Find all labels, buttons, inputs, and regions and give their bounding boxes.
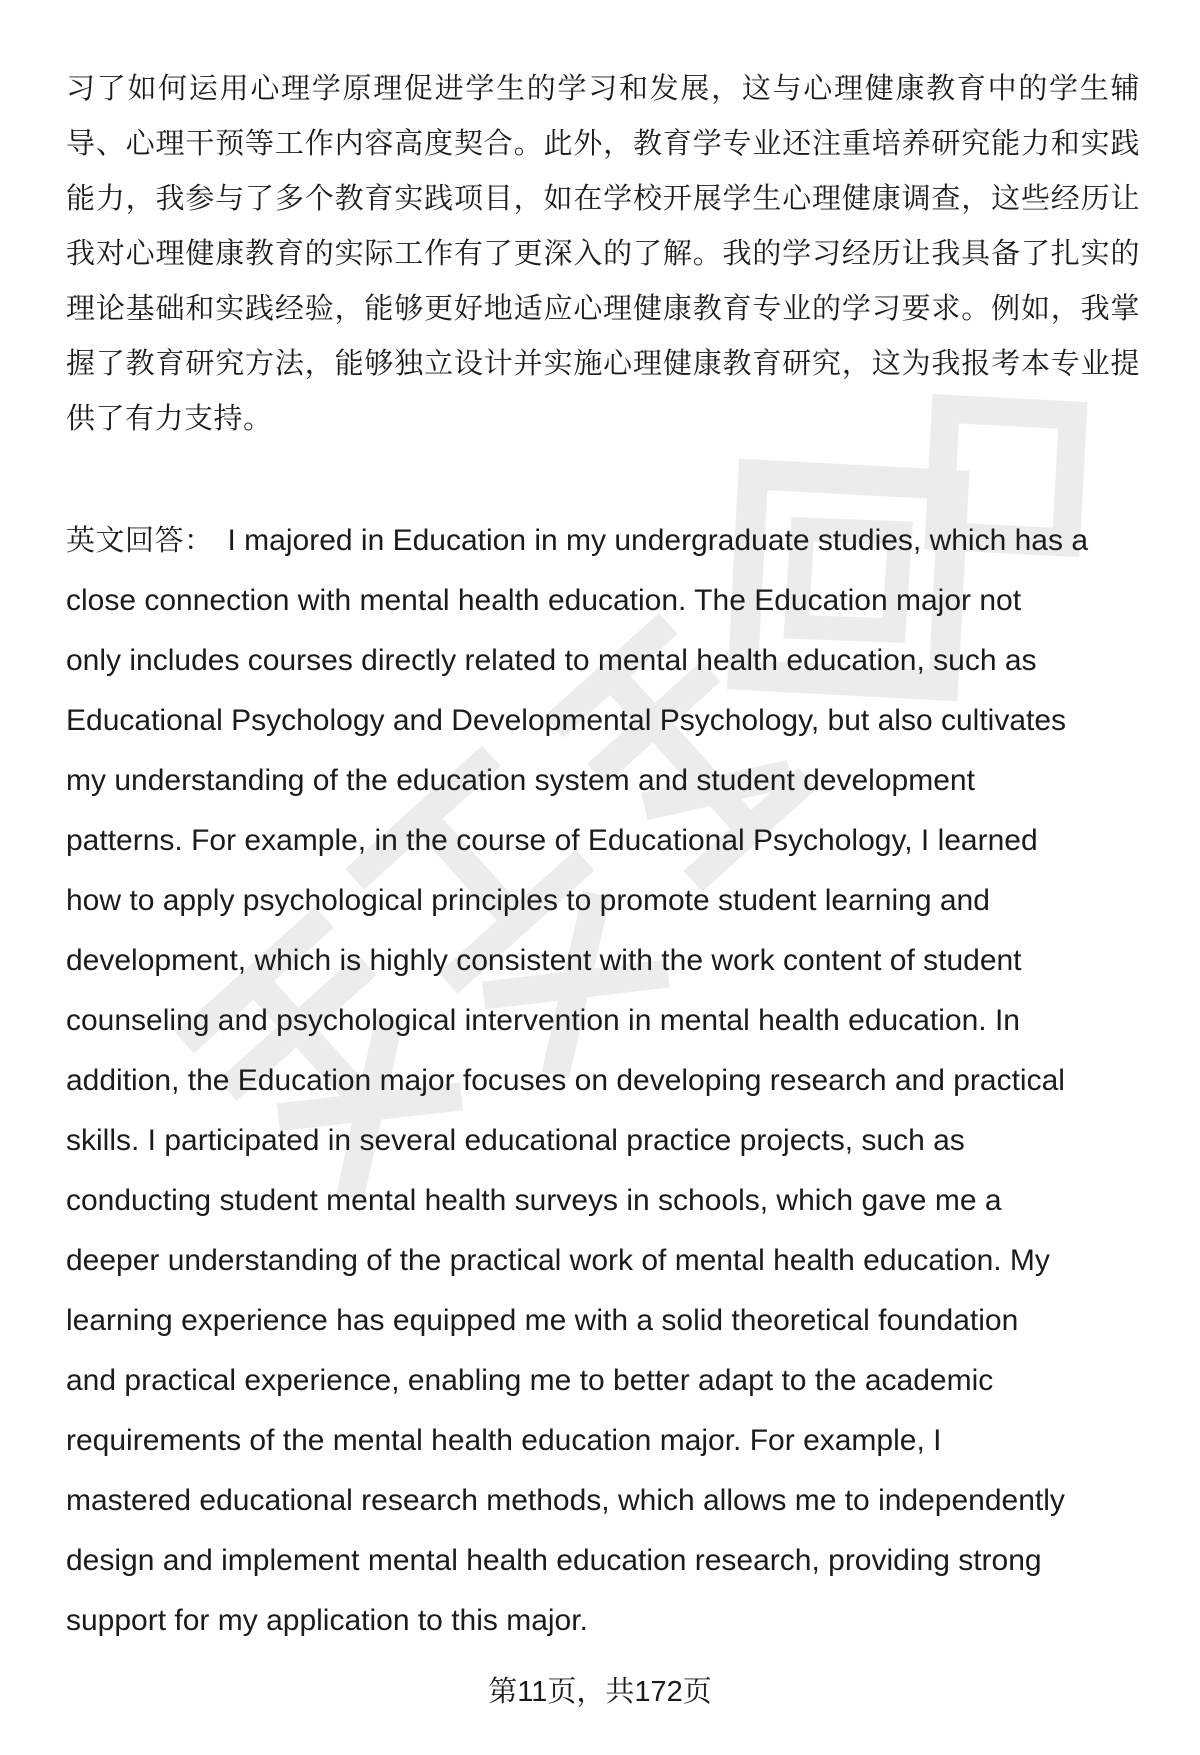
text-line: 能力，我参与了多个教育实践项目，如在学校开展学生心理健康调查，这些经历让 — [66, 183, 1140, 215]
english-first-line — [66, 511, 1140, 571]
text-line: and practical experience, enabling me to better adapt to the academic — [66, 1364, 994, 1397]
text-line: counseling and psychological intervention in mental health education. In — [66, 1004, 1020, 1037]
text-line: 握了教育研究方法，能够独立设计并实施心理健康教育研究，这为我报考本专业提 — [66, 348, 1140, 380]
text-line: only includes courses directly related to mental health education, such as — [66, 644, 1037, 677]
english-first-line-text: I majored in Education in my undergraduate studies, which has a — [227, 524, 1089, 557]
english-answer-label: 英文回答： — [66, 525, 214, 557]
text-line: 导、心理干预等工作内容高度契合。此外，教育学专业还注重培养研究能力和实践 — [66, 128, 1140, 160]
text-line: 我对心理健康教育的实际工作有了更深入的了解。我的学习经历让我具备了扎实的 — [66, 238, 1140, 270]
text-line: skills. I participated in several educational practice projects, such as — [66, 1124, 965, 1157]
chinese-paragraph — [66, 62, 1140, 447]
text-line: 习了如何运用心理学原理促进学生的学习和发展，这与心理健康教育中的学生辅 — [66, 73, 1140, 105]
text-line: requirements of the mental health education major. For example, I — [66, 1424, 942, 1457]
text-line: deeper understanding of the practical work of mental health education. My — [66, 1244, 1050, 1277]
text-line: conducting student mental health surveys in schools, which gave me a — [66, 1184, 1002, 1217]
english-paragraph — [66, 511, 1140, 1651]
text-line: learning experience has equipped me with a solid theoretical foundation — [66, 1304, 1019, 1337]
text-line: development, which is highly consistent with the work content of student — [66, 944, 1022, 977]
page-footer — [0, 1672, 1200, 1712]
text-line: 理论基础和实践经验，能够更好地适应心理健康教育专业的学习要求。例如，我掌 — [66, 293, 1140, 325]
text-line: Educational Psychology and Developmental Psychology, but also cultivates — [66, 704, 1067, 737]
text-line: close connection with mental health education. The Education major not — [66, 584, 1022, 617]
english-paragraph-lines — [66, 571, 1140, 1651]
text-line: 供了有力支持。 — [66, 403, 273, 435]
text-line: addition, the Education major focuses on developing research and practical — [66, 1064, 1065, 1097]
text-line: design and implement mental health education research, providing strong — [66, 1544, 1042, 1577]
text-line: patterns. For example, in the course of Educational Psychology, I learned — [66, 824, 1038, 857]
text-line: how to apply psychological principles to promote student learning and — [66, 884, 990, 917]
text-line: mastered educational research methods, which allows me to independently — [66, 1484, 1065, 1517]
page-number-indicator: 第11页，共172页 — [488, 1676, 712, 1708]
text-line: support for my application to this major. — [66, 1604, 588, 1637]
text-line: my understanding of the education system and student development — [66, 764, 975, 797]
